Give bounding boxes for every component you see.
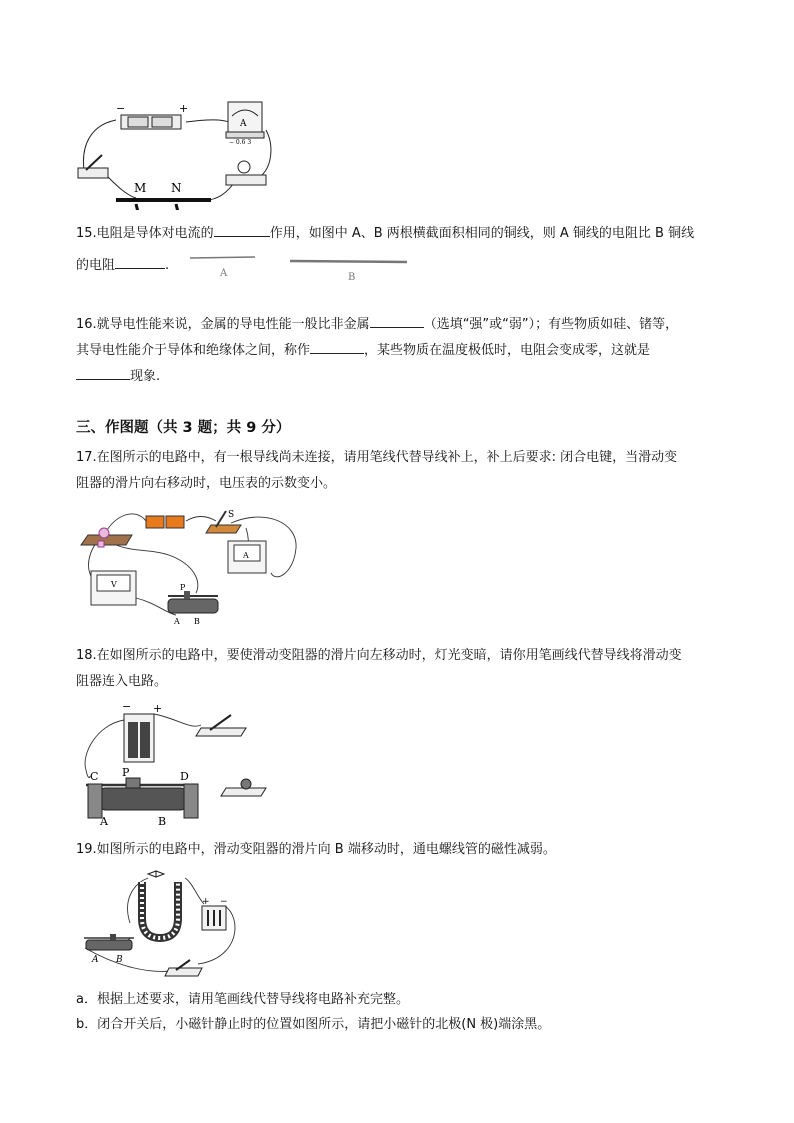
wire-a-label: A: [220, 268, 228, 279]
battery-minus-label: −: [116, 102, 126, 115]
q16-l2-post: ，某些物质在温度极低时，电阻会变成零，这就是: [364, 343, 651, 358]
q15-line1: [76, 224, 694, 244]
q15-blank-1[interactable]: [214, 224, 270, 237]
q16-blank-2[interactable]: [310, 341, 364, 354]
q16-l2-pre: 其导电性能介于导体和绝缘体之间，称作: [76, 343, 311, 358]
q18-label-d: D: [180, 770, 189, 783]
q16-blank-1[interactable]: [370, 315, 424, 328]
q17-line1: 17.在图所示的电路中，有一根导线尚未连接，请用笔线代替导线补上，补上后要求: 闭合电键，当滑动变: [76, 450, 678, 465]
q18-label-b: B: [158, 815, 167, 828]
label-n: N: [171, 181, 182, 195]
q19-battery-minus: −: [220, 897, 228, 907]
wire-b-label: B: [348, 272, 356, 283]
q17-rheostat-a: A: [174, 617, 180, 626]
q16-l1-post: （选填“强”或“弱”）；有些物质如硅、锗等，: [423, 317, 679, 332]
q18-label-c: C: [90, 770, 99, 783]
q17-switch-label: S: [228, 510, 235, 520]
q16-line3: [76, 367, 160, 387]
ammeter-ticks: − 0.6 3: [229, 139, 252, 146]
ammeter-label: A: [240, 119, 247, 129]
q15-pre: 15.电阻是导体对电流的: [76, 226, 214, 241]
q18-battery-minus: −: [122, 700, 132, 713]
q17-circuit-figure: [76, 503, 304, 628]
q18-label-a: A: [100, 815, 108, 828]
q18-line1: 18.在如图所示的电路中，要使滑动变阻器的滑片向左移动时，灯光变暗，请你用笔画线代替导线将滑动变: [76, 648, 682, 663]
q18-label-p: P: [122, 766, 130, 779]
copper-wires-figure: [185, 252, 415, 284]
q17-line2: 阻器的滑片向右移动时，电压表的示数变小。: [76, 476, 337, 491]
q18-line2: 阻器连入电路。: [76, 674, 168, 689]
q17-ammeter-label: A: [243, 551, 249, 560]
q16-blank-3[interactable]: [76, 367, 130, 380]
section-3-heading: 三、作图题（共 3 题；共 9 分）: [76, 420, 291, 436]
q19-label-b: B: [116, 955, 123, 965]
q16-line1: [76, 315, 678, 335]
q19-circuit-figure: [80, 868, 245, 980]
q15-l2-pre: 的电阻: [76, 258, 116, 273]
q17-slider-label: P: [180, 583, 186, 592]
top-circuit-figure: [76, 100, 276, 210]
q18-battery-plus: +: [153, 702, 163, 715]
q17-voltmeter-label: V: [111, 580, 117, 589]
label-m: M: [134, 181, 147, 195]
q16-l3-post: 现象.: [130, 369, 161, 384]
q15-line2: [76, 256, 169, 276]
q19-battery-plus: +: [202, 897, 210, 907]
q19-line1: 19.如图所示的电路中，滑动变阻器的滑片向 B 端移动时，通电螺线管的磁性减弱。: [76, 842, 556, 857]
q15-mid: 作用，如图中 A、B 两根横截面积相同的铜线，则 A 铜线的电阻比 B 铜线: [269, 226, 695, 241]
q19-part-b: b．闭合开关后，小磁针静止时的位置如图所示，请把小磁针的北极(N 极)端涂黑。: [76, 1017, 551, 1032]
battery-plus-label: +: [179, 102, 189, 115]
q18-circuit-figure: [76, 700, 272, 828]
q19-label-a: A: [92, 955, 99, 965]
q16-line2: [76, 341, 650, 361]
q19-part-a: a．根据上述要求，请用笔画线代替导线将电路补充完整。: [76, 992, 409, 1007]
q17-rheostat-b: B: [194, 617, 200, 626]
q15-l2-post: .: [165, 258, 170, 273]
q15-blank-2[interactable]: [115, 256, 165, 269]
q16-l1-pre: 16.就导电性能来说，金属的导电性能一般比非金属: [76, 317, 370, 332]
